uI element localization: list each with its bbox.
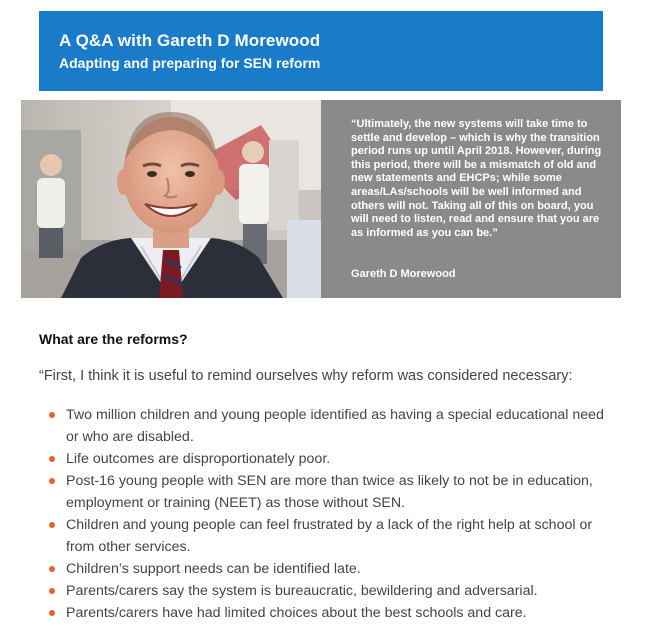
portrait-photo bbox=[21, 100, 321, 298]
bullet-dot-icon bbox=[49, 588, 55, 594]
list-item bbox=[45, 404, 605, 448]
list-item bbox=[45, 470, 605, 514]
list-item-text: Post-16 young people with SEN are more than twice as likely to not be in education, employment or training (NEET) as those without SEN. bbox=[66, 473, 593, 511]
bullet-dot-icon bbox=[49, 478, 55, 484]
bullet-dot-icon bbox=[49, 566, 55, 572]
list-item-text: Children and young people can feel frustrated by a lack of the right help at school or from other services. bbox=[66, 517, 593, 555]
list-item bbox=[45, 514, 605, 558]
list-item bbox=[45, 580, 605, 602]
article-banner bbox=[39, 11, 603, 91]
bullet-dot-icon bbox=[49, 456, 55, 462]
pull-quote: “Ultimately, the new systems will take time to settle and develop – which is why the transition period runs up until April 2018. However, during this period, there will be a mismatch of old and new statements and EHCPs; while some areas/LAs/schools will be well informed and others will not. Taking all of this on board, you will need to listen, read and ensure that you are as informed as you can be.” bbox=[351, 118, 602, 239]
list-item bbox=[45, 448, 605, 470]
section-heading: What are the reforms? bbox=[39, 331, 188, 347]
quote-author: Gareth D Morewood bbox=[351, 268, 456, 280]
list-item bbox=[45, 558, 605, 580]
bullet-dot-icon bbox=[49, 522, 55, 528]
quote-panel bbox=[321, 100, 621, 298]
list-item-text: Two million children and young people identified as having a special educational need or who are disabled. bbox=[66, 407, 604, 445]
reasons-list bbox=[45, 404, 605, 624]
bullet-dot-icon bbox=[49, 412, 55, 418]
intro-paragraph: “First, I think it is useful to remind ourselves why reform was considered necessary: bbox=[39, 368, 573, 384]
article-subtitle: Adapting and preparing for SEN reform bbox=[59, 55, 321, 71]
list-item-text: Parents/carers have had limited choices about the best schools and care. bbox=[66, 605, 527, 621]
list-item bbox=[45, 602, 605, 624]
hero-section bbox=[21, 100, 621, 298]
list-item-text: Life outcomes are disproportionately poor. bbox=[66, 451, 331, 467]
list-item-text: Children’s support needs can be identified late. bbox=[66, 561, 361, 577]
list-item-text: Parents/carers say the system is bureaucratic, bewildering and adversarial. bbox=[66, 583, 538, 599]
article-title: A Q&A with Gareth D Morewood bbox=[59, 31, 321, 50]
bullet-dot-icon bbox=[49, 610, 55, 616]
